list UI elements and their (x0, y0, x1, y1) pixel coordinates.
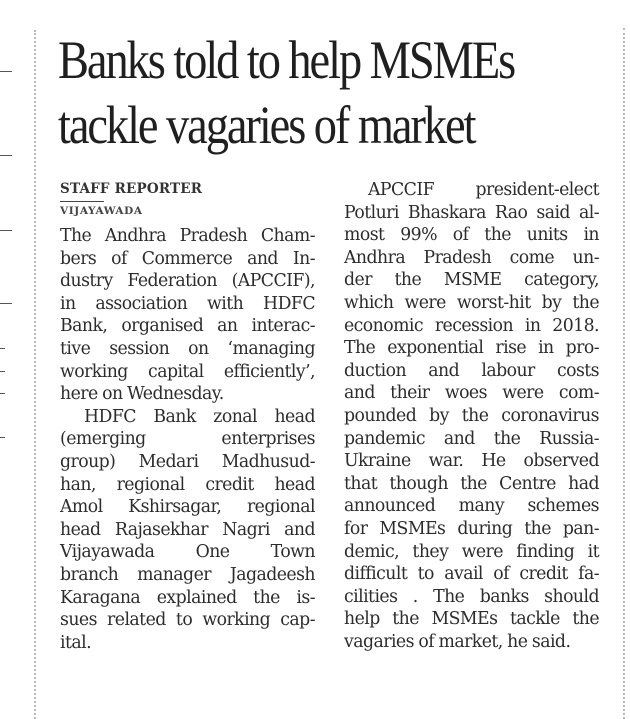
body-line: Karagana explained the is- (60, 587, 315, 608)
body-line: Andhra Pradesh come un- (344, 247, 599, 268)
adjacent-column-mark (0, 230, 12, 231)
byline-underline (60, 201, 104, 202)
body-line: (emerging enterprises (60, 429, 315, 450)
body-line: vagaries of market, he said. (344, 631, 571, 652)
body-line: Vijayawada One Town (60, 542, 315, 563)
body-line: Bank, organised an interac- (60, 316, 315, 337)
body-line: which were worst-hit by the (344, 292, 599, 313)
byline: STAFF REPORTER (60, 181, 203, 197)
body-line: group) Medari Madhusud- (60, 451, 315, 472)
body-line: pounded by the coronavirus (344, 405, 599, 426)
body-line: HDFC Bank zonal head (84, 406, 315, 427)
body-line: here on Wednesday. (60, 384, 224, 405)
left-column-divider (34, 30, 36, 719)
body-line: der the MSME category, (344, 270, 599, 291)
body-line: tive session on ‘managing (60, 338, 315, 359)
body-line: for MSMEs during the pan- (344, 518, 599, 539)
dateline: VIJAYAWADA (60, 205, 143, 217)
article-body-left-column (60, 225, 315, 654)
body-line: most 99% of the units in (344, 225, 599, 246)
body-line: The exponential rise in pro- (344, 338, 599, 359)
body-line: that though the Centre had (344, 473, 599, 494)
body-line: and their woes were com- (344, 383, 599, 404)
body-line: Ukraine war. He observed (344, 451, 599, 472)
adjacent-column-mark (0, 303, 12, 304)
body-line: in association with HDFC (60, 293, 315, 314)
adjacent-column-mark (0, 393, 5, 394)
adjacent-column-mark (0, 71, 12, 72)
headline-line: tackle vagaries of market (58, 95, 475, 155)
body-line: han, regional credit head (60, 474, 315, 495)
body-line: APCCIF president-elect (368, 180, 599, 200)
body-line: The Andhra Pradesh Cham- (60, 226, 315, 246)
body-line: Potluri Bhaskara Rao said al- (344, 202, 599, 223)
body-line: ital. (60, 632, 92, 653)
adjacent-column-mark (0, 155, 12, 156)
body-line: head Rajasekhar Nagri and (60, 519, 315, 540)
body-line: duction and labour costs (344, 360, 599, 381)
adjacent-column-mark (0, 348, 5, 349)
adjacent-column-mark (0, 437, 5, 438)
body-line: pandemic and the Russia- (344, 428, 599, 449)
body-line: working capital efficiently’, (60, 361, 315, 382)
body-line: difficult to avail of credit fa- (344, 564, 599, 585)
headline-line: Banks told to help MSMEs (58, 30, 515, 90)
body-line: branch manager Jagadeesh (60, 564, 315, 585)
body-line: dustry Federation (APCCIF), (60, 271, 315, 292)
body-line: help the MSMEs tackle the (344, 609, 599, 630)
body-line: announced many schemes (344, 496, 599, 517)
body-line: sues related to working cap- (60, 610, 315, 631)
body-line: economic recession in 2018. (344, 315, 599, 336)
right-column-divider (623, 28, 625, 719)
adjacent-column-mark (0, 371, 5, 372)
body-line: cilities . The banks should (344, 586, 599, 607)
body-line: Amol Kshirsagar, regional (60, 497, 315, 518)
body-line: bers of Commerce and In- (60, 248, 315, 269)
body-line: demic, they were finding it (344, 541, 599, 562)
article-body-right-column (344, 179, 599, 653)
article-headline (58, 28, 522, 158)
